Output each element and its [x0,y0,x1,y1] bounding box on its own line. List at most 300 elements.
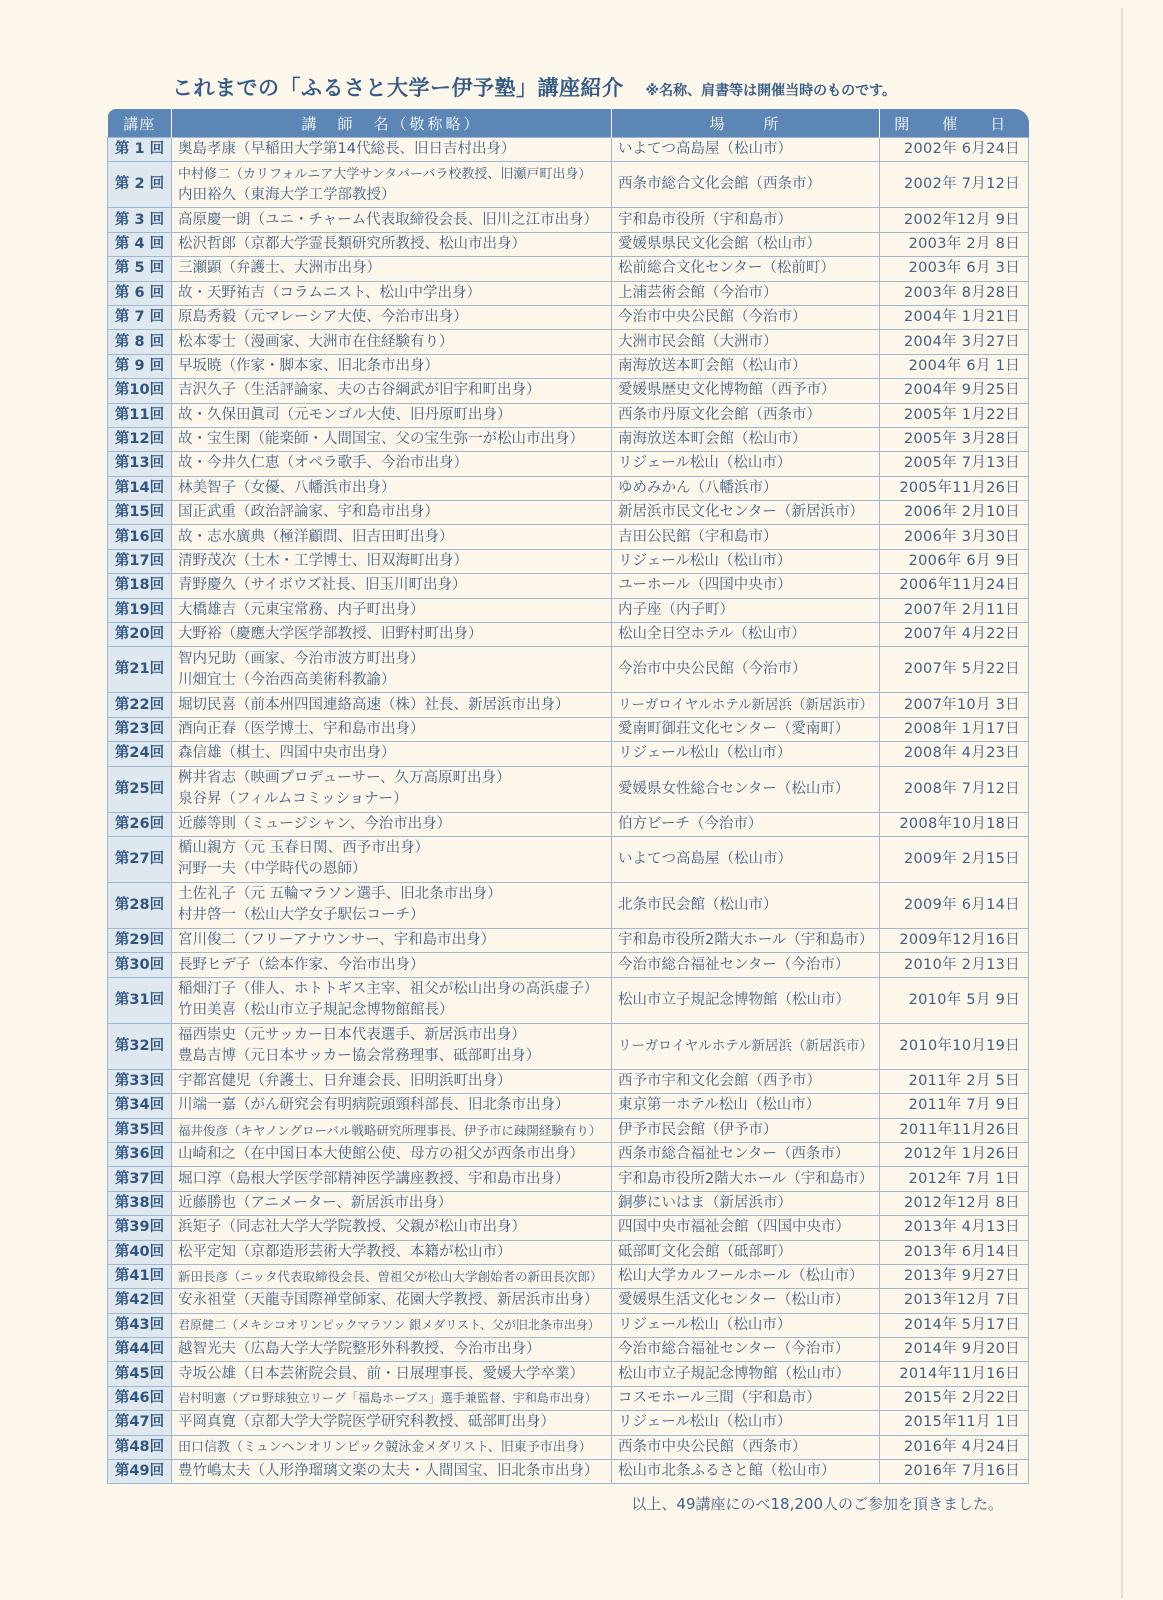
lecturer-cell [172,1118,612,1142]
lecturer-name: 田口信教（ミュンヘンオリンピック競泳金メダリスト、旧東予市出身） [178,1439,592,1455]
lecturer-name: 楯山親方（元 玉春日関、西予市出身） [178,840,430,857]
venue-cell: 今治市中央公民館（今治市） [612,305,880,329]
lecture-number: 第44回 [108,1338,172,1362]
date-cell: 2012年 1月26日 [880,1142,1029,1166]
lecture-number: 第28回 [108,882,172,928]
lecture-number: 第12回 [108,427,172,451]
venue-cell: 松山大学カルフールホール（松山市） [612,1264,880,1288]
lecturer-name: 山崎和之（在中国日本大使館公使、母方の祖父が西条市出身） [178,1146,584,1163]
lecturer-cell [172,574,612,598]
venue-cell: リジェール松山（松山市） [612,1313,880,1337]
venue-cell: 松前総合文化センター（松前町） [612,257,880,281]
table-row [108,1435,1029,1459]
table-row [108,208,1029,232]
date-cell: 2013年12月 7日 [880,1289,1029,1313]
lecturer-cell [172,1386,612,1410]
lecturer-cell [172,1460,612,1484]
lecturer-name: 稲畑汀子（俳人、ホトトギス主宰、祖父が松山出身の高浜虚子） [178,981,599,998]
date-cell: 2016年 4月24日 [880,1435,1029,1459]
table-row [108,598,1029,622]
table-row [108,1191,1029,1215]
lecturer-cell [172,836,612,882]
lecture-number: 第 9 回 [108,354,172,378]
lecture-number: 第 8 回 [108,330,172,354]
lecture-number: 第34回 [108,1094,172,1118]
venue-cell: 今治市総合福祉センター（今治市） [612,1338,880,1362]
date-cell: 2004年 6月 1日 [880,354,1029,378]
table-row [108,138,1029,162]
date-cell: 2007年 2月11日 [880,598,1029,622]
venue-cell: 西条市総合文化会館（西条市） [612,162,880,208]
lecture-number: 第24回 [108,742,172,766]
venue-cell: 新居浜市民文化センター（新居浜市） [612,501,880,525]
lecturer-name: 竹田美喜（松山市立子規記念博物館館長） [178,1002,454,1019]
date-cell: 2010年 2月13日 [880,953,1029,977]
table-row [108,766,1029,812]
table-row [108,1411,1029,1435]
lecture-number: 第48回 [108,1435,172,1459]
venue-cell: 今治市中央公民館（今治市） [612,647,880,693]
lecturer-name: 寺坂公雄（日本芸術院会員、前・日展理事長、愛媛大学卒業） [178,1365,584,1382]
lecturer-name: 故・久保田眞司（元モンゴル大使、旧丹原町出身） [178,406,512,423]
lecturer-name: 新田長彦（ニッタ代表取締役会長、曽祖父が松山大学創始者の新田長次郎） [178,1269,603,1285]
lecturer-cell [172,162,612,208]
lecturer-cell [172,1167,612,1191]
date-cell: 2005年 1月22日 [880,403,1029,427]
lecturer-name: 川端一嘉（がん研究会有明病院頭頸科部長、旧北条市出身） [178,1097,570,1114]
date-cell: 2014年11月16日 [880,1362,1029,1386]
date-cell: 2010年 5月 9日 [880,977,1029,1023]
lecturer-cell [172,1338,612,1362]
date-cell: 2016年 7月16日 [880,1460,1029,1484]
lecturer-cell [172,1411,612,1435]
table-row [108,1167,1029,1191]
table-row [108,1386,1029,1410]
date-cell: 2014年 5月17日 [880,1313,1029,1337]
lecturer-name: 豊竹嶋太夫（人形浄瑠璃文楽の太夫・人間国宝、旧北条市出身） [178,1463,599,1480]
lecture-number: 第 6 回 [108,281,172,305]
venue-cell: 宇和島市役所2階大ホール（宇和島市） [612,928,880,952]
lecturer-name: 故・天野祐吉（コラムニスト、松山中学出身） [178,284,482,301]
venue-cell: いよてつ高島屋（松山市） [612,138,880,162]
lecture-number: 第13回 [108,452,172,476]
date-cell: 2004年 1月21日 [880,305,1029,329]
venue-cell: 松山全日空ホテル（松山市） [612,623,880,647]
lecture-number: 第16回 [108,525,172,549]
table-row [108,1142,1029,1166]
table-row [108,476,1029,500]
table-row [108,1069,1029,1093]
date-cell: 2009年12月16日 [880,928,1029,952]
venue-cell: リーガロイヤルホテル新居浜（新居浜市） [612,693,880,717]
lecturer-name: 松沢哲郎（京都大学霊長類研究所教授、松山市出身） [178,235,526,252]
table-row [108,693,1029,717]
lecturer-name: 松本零士（漫画家、大洲市在住経験有り） [178,333,454,350]
lecturer-name: 原島秀毅（元マレーシア大使、今治市出身） [178,309,468,326]
table-header [108,109,1029,138]
lecturer-cell [172,928,612,952]
lecturer-name: 林美智子（女優、八幡浜市出身） [178,479,396,496]
lecturer-cell [172,403,612,427]
venue-cell: 愛媛県生活文化センター（松山市） [612,1289,880,1313]
table-row [108,162,1029,208]
date-cell: 2012年12月 8日 [880,1191,1029,1215]
lecturer-name: 宮川俊二（フリーアナウンサー、宇和島市出身） [178,932,496,949]
venue-cell: 伊予市民会館（伊予市） [612,1118,880,1142]
lecturer-cell [172,1094,612,1118]
lecture-number: 第26回 [108,812,172,836]
date-cell: 2003年 8月28日 [880,281,1029,305]
lecturer-name: 近藤等則（ミュージシャン、今治市出身） [178,815,452,832]
footer-note: 以上、49講座にのべ18,200人のご参加を頂きました。 [631,1495,1003,1513]
lecturer-name: 桝井省志（映画プロデューサー、久万高原町出身） [178,770,511,787]
lecturer-cell [172,138,612,162]
lecturer-name: 青野慶久（サイボウズ社長、旧玉川町出身） [178,577,467,594]
date-cell: 2006年 3月30日 [880,525,1029,549]
lecture-number: 第43回 [108,1313,172,1337]
lecture-number: 第45回 [108,1362,172,1386]
lecturer-cell [172,717,612,741]
table-row [108,623,1029,647]
lecturer-name: 内田裕久（東海大学工学部教授） [178,186,396,203]
venue-cell: 銅夢にいはま（新居浜市） [612,1191,880,1215]
date-cell: 2006年11月24日 [880,574,1029,598]
page-title: これまでの「ふるさと大学ー伊予塾」講座紹介 [172,76,624,100]
lecturer-cell [172,693,612,717]
table-row [108,882,1029,928]
lecture-number: 第17回 [108,549,172,573]
lecturer-cell [172,501,612,525]
lecturer-cell [172,1142,612,1166]
venue-cell: 松山市立子規記念博物館（松山市） [612,977,880,1023]
lecturer-cell [172,1023,612,1069]
date-cell: 2008年10月18日 [880,812,1029,836]
venue-cell: 北条市民会館（松山市） [612,882,880,928]
lecturer-name: 早坂暁（作家・脚本家、旧北条市出身） [178,357,439,374]
table-row [108,1216,1029,1240]
venue-cell: ユーホール（四国中央市） [612,574,880,598]
lecturer-name: 故・今井久仁恵（オペラ歌手、今治市出身） [178,455,468,472]
lecture-number: 第15回 [108,501,172,525]
date-cell: 2005年11月26日 [880,476,1029,500]
table-row [108,257,1029,281]
venue-cell: 宇和島市役所（宇和島市） [612,208,880,232]
date-cell: 2010年10月19日 [880,1023,1029,1069]
lecture-number: 第49回 [108,1460,172,1484]
venue-cell: ゆめみかん（八幡浜市） [612,476,880,500]
lecture-number: 第 3 回 [108,208,172,232]
venue-cell: 松山市北条ふるさと館（松山市） [612,1460,880,1484]
lecture-number: 第11回 [108,403,172,427]
lecturer-cell [172,1289,612,1313]
lecture-number: 第19回 [108,598,172,622]
lecturer-name: 三瀬顕（弁護士、大洲市出身） [178,260,381,277]
lecturer-name: 吉沢久子（生活評論家、夫の古谷綱武が旧宇和町出身） [178,382,541,399]
header-number: 講座 [108,109,172,138]
date-cell: 2013年 6月14日 [880,1240,1029,1264]
date-cell: 2013年 9月27日 [880,1264,1029,1288]
lecturer-cell [172,977,612,1023]
lecturer-cell [172,1240,612,1264]
date-cell: 2007年10月 3日 [880,693,1029,717]
table-body [108,138,1029,1484]
date-cell: 2011年 7月 9日 [880,1094,1029,1118]
header-venue: 場 所 [612,109,880,138]
lecturer-name: 高原慶一朗（ユニ・チャーム代表取締役会長、旧川之江市出身） [178,211,599,228]
table-row [108,330,1029,354]
table-row [108,812,1029,836]
date-cell: 2008年 4月23日 [880,742,1029,766]
title-row [172,72,896,102]
lecturer-cell [172,882,612,928]
table-row [108,1362,1029,1386]
lecture-number: 第39回 [108,1216,172,1240]
lecture-number: 第36回 [108,1142,172,1166]
lecturer-name: 泉谷昇（フィルムコミッショナー） [178,791,408,808]
lecturer-cell [172,953,612,977]
lecturer-cell [172,1264,612,1288]
lecturer-name: 故・志水廣典（極洋顧問、旧吉田町出身） [178,528,454,545]
table-row [108,1023,1029,1069]
lecturer-cell [172,647,612,693]
lecture-number: 第25回 [108,766,172,812]
date-cell: 2012年 7月 1日 [880,1167,1029,1191]
table-row [108,1264,1029,1288]
date-cell: 2004年 3月27日 [880,330,1029,354]
table-row [108,452,1029,476]
lecture-number: 第32回 [108,1023,172,1069]
table-row [108,953,1029,977]
header-date: 開 催 日 [880,109,1029,138]
date-cell: 2004年 9月25日 [880,379,1029,403]
lecturer-cell [172,281,612,305]
venue-cell: リジェール松山（松山市） [612,452,880,476]
date-cell: 2011年11月26日 [880,1118,1029,1142]
lecture-number: 第27回 [108,836,172,882]
venue-cell: いよてつ高島屋（松山市） [612,836,880,882]
lecture-number: 第41回 [108,1264,172,1288]
venue-cell: リジェール松山（松山市） [612,549,880,573]
lecturer-name: 大野裕（慶應大学医学部教授、旧野村町出身） [178,626,483,643]
date-cell: 2008年 1月17日 [880,717,1029,741]
table-row [108,717,1029,741]
venue-cell: 四国中央市福祉会館（四国中央市） [612,1216,880,1240]
lecturer-cell [172,452,612,476]
lecturer-name: 河野一夫（中学時代の恩師） [178,861,367,878]
lecturer-name: 智内兄助（画家、今治市波方町出身） [178,650,425,667]
lecture-number: 第22回 [108,693,172,717]
lecture-number: 第23回 [108,717,172,741]
table-row [108,403,1029,427]
lecturer-cell [172,623,612,647]
date-cell: 2009年 2月15日 [880,836,1029,882]
lecture-number: 第47回 [108,1411,172,1435]
title-note: ※名称、肩書等は開催当時のものです。 [645,83,896,99]
table-row [108,379,1029,403]
lecturer-name: 村井啓一（松山大学女子駅伝コーチ） [178,907,425,924]
date-cell: 2007年 5月22日 [880,647,1029,693]
lecturer-name: 浜矩子（同志社大学大学院教授、父親が松山市出身） [178,1219,526,1236]
lecture-number: 第40回 [108,1240,172,1264]
lecturer-name: 川畑宜士（今治西高美術科教諭） [178,671,396,688]
venue-cell: 西条市丹原文化会館（西条市） [612,403,880,427]
venue-cell: 砥部町文化会館（砥部町） [612,1240,880,1264]
lecturer-name: 松平定知（京都造形芸術大学教授、本籍が松山市） [178,1243,512,1260]
date-cell: 2006年 2月10日 [880,501,1029,525]
venue-cell: リジェール松山（松山市） [612,1411,880,1435]
table-row [108,305,1029,329]
venue-cell: 愛媛県女性総合センター（松山市） [612,766,880,812]
venue-cell: 上浦芸術会館（今治市） [612,281,880,305]
lecture-number: 第35回 [108,1118,172,1142]
date-cell: 2008年 7月12日 [880,766,1029,812]
table-row [108,977,1029,1023]
venue-cell: 西条市中央公民館（西条市） [612,1435,880,1459]
lecture-number: 第14回 [108,476,172,500]
lecture-number: 第18回 [108,574,172,598]
lecturer-name: 堀切民喜（前本州四国連絡高速（株）社長、新居浜市出身） [178,696,570,713]
lecturer-name: 堀口淳（島根大学医学部精神医学講座教授、宇和島市出身） [178,1170,570,1187]
table-row [108,1289,1029,1313]
venue-cell: 伯方ビーチ（今治市） [612,812,880,836]
table-row [108,232,1029,256]
date-cell: 2009年 6月14日 [880,882,1029,928]
lecturer-name: 宇都宮健児（弁護士、日弁連会長、旧明浜町出身） [178,1072,512,1089]
lecturer-cell [172,427,612,451]
date-cell: 2007年 4月22日 [880,623,1029,647]
table-row [108,525,1029,549]
date-cell: 2011年 2月 5日 [880,1069,1029,1093]
table-row [108,1240,1029,1264]
date-cell: 2006年 6月 9日 [880,549,1029,573]
lecturer-name: 福西崇史（元サッカー日本代表選手、新居浜市出身） [178,1027,526,1044]
lecturer-name: 越智光夫（広島大学大学院整形外科教授、今治市出身） [178,1341,541,1358]
lecturer-name: 豊島吉博（元日本サッカー協会常務理事、砥部町出身） [178,1048,541,1065]
lecture-number: 第10回 [108,379,172,403]
date-cell: 2002年 6月24日 [880,138,1029,162]
lecture-number: 第37回 [108,1167,172,1191]
lecturer-name: 土佐礼子（元 五輪マラソン選手、旧北条市出身） [178,886,502,903]
venue-cell: リーガロイヤルホテル新居浜（新居浜市） [612,1023,880,1069]
table-row [108,1118,1029,1142]
lecture-number: 第 5 回 [108,257,172,281]
lecturer-cell [172,742,612,766]
lecturer-cell [172,766,612,812]
lecture-number: 第46回 [108,1386,172,1410]
lecturer-name: 奥島孝康（早稲田大学第14代総長、旧日吉村出身） [178,141,516,158]
date-cell: 2002年 7月12日 [880,162,1029,208]
lecture-number: 第29回 [108,928,172,952]
date-cell: 2002年12月 9日 [880,208,1029,232]
lecturer-name: 近藤勝也（アニメーター、新居浜市出身） [178,1194,453,1211]
lecture-number: 第33回 [108,1069,172,1093]
lecture-number: 第38回 [108,1191,172,1215]
lecture-number: 第 1 回 [108,138,172,162]
lecture-number: 第21回 [108,647,172,693]
date-cell: 2003年 2月 8日 [880,232,1029,256]
date-cell: 2015年 2月22日 [880,1386,1029,1410]
lecturer-cell [172,379,612,403]
table-row [108,354,1029,378]
lecture-table [107,109,1029,1484]
lecturer-name: 安永祖堂（天龍寺国際禅堂師家、花園大学教授、新居浜市出身） [178,1292,599,1309]
table-row [108,574,1029,598]
venue-cell: 大洲市民会館（大洲市） [612,330,880,354]
lecture-number: 第 4 回 [108,232,172,256]
date-cell: 2005年 7月13日 [880,452,1029,476]
lecturer-cell [172,476,612,500]
lecturer-name: 長野ヒデ子（絵本作家、今治市出身） [178,956,425,973]
lecture-number: 第 2 回 [108,162,172,208]
table-row [108,1460,1029,1484]
venue-cell: 南海放送本町会館（松山市） [612,354,880,378]
table-row [108,1094,1029,1118]
venue-cell: リジェール松山（松山市） [612,742,880,766]
venue-cell: コスモホール三間（宇和島市） [612,1386,880,1410]
lecturer-cell [172,354,612,378]
lecturer-cell [172,305,612,329]
lecturer-name: 国正武重（政治評論家、宇和島市出身） [178,504,439,521]
venue-cell: 西条市総合福祉センター（西条市） [612,1142,880,1166]
lecture-number: 第31回 [108,977,172,1023]
lecturer-name: 森信雄（棋士、四国中央市出身） [178,745,396,762]
header-lecturer: 講 師 名（敬称略） [172,109,612,138]
venue-cell: 吉田公民館（宇和島市） [612,525,880,549]
table-row [108,281,1029,305]
lecturer-name: 大橋雄吉（元東宝常務、内子町出身） [178,601,425,618]
lecturer-cell [172,1435,612,1459]
venue-cell: 西予市宇和文化会館（西予市） [612,1069,880,1093]
lecturer-name: 君原健二（メキシコオリンピックマラソン 銀メダリスト、父が旧北条市出身） [178,1317,600,1332]
venue-cell: 松山市立子規記念博物館（松山市） [612,1362,880,1386]
lecture-number: 第30回 [108,953,172,977]
lecturer-name: 故・宝生閑（能楽師・人間国宝、父の宝生弥一が松山市出身） [178,431,584,448]
date-cell: 2015年11月 1日 [880,1411,1029,1435]
lecturer-cell [172,232,612,256]
lecturer-cell [172,525,612,549]
lecturer-cell [172,598,612,622]
table-row [108,836,1029,882]
venue-cell: 宇和島市役所2階大ホール（宇和島市） [612,1167,880,1191]
lecturer-cell [172,208,612,232]
lecture-number: 第20回 [108,623,172,647]
lecturer-name: 清野茂次（土木・工学博士、旧双海町出身） [178,553,468,570]
table-row [108,1338,1029,1362]
venue-cell: 東京第一ホテル松山（松山市） [612,1094,880,1118]
lecturer-name: 岩村明憲（プロ野球独立リーグ「福島ホープス」選手兼監督、宇和島市出身） [178,1391,597,1406]
lecturer-cell [172,812,612,836]
table-row [108,1313,1029,1337]
date-cell: 2003年 6月 3日 [880,257,1029,281]
date-cell: 2014年 9月20日 [880,1338,1029,1362]
date-cell: 2013年 4月13日 [880,1216,1029,1240]
table-row [108,501,1029,525]
venue-cell: 南海放送本町会館（松山市） [612,427,880,451]
lecturer-cell [172,257,612,281]
venue-cell: 愛媛県歴史文化博物館（西予市） [612,379,880,403]
venue-cell: 愛南町御荘文化センター（愛南町） [612,717,880,741]
lecture-number: 第42回 [108,1289,172,1313]
lecturer-cell [172,1362,612,1386]
venue-cell: 内子座（内子町） [612,598,880,622]
lecturer-cell [172,330,612,354]
lecturer-name: 平岡真寛（京都大学大学院医学研究科教授、砥部町出身） [178,1414,555,1431]
table-row [108,549,1029,573]
lecture-number: 第 7 回 [108,305,172,329]
lecturer-name: 福井俊彦（キヤノングローバル戦略研究所理事長、伊予市に疎開経験有り） [178,1122,602,1138]
lecturer-name: 中村修二（カリフォルニア大学サンタバーバラ校教授、旧瀬戸町出身） [178,166,592,182]
table-row [108,647,1029,693]
